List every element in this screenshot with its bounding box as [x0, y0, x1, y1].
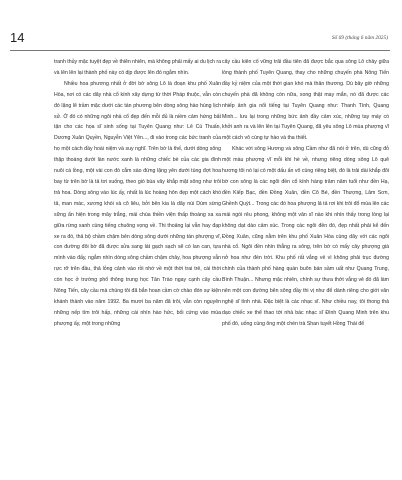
article-column-right [222, 57, 389, 330]
article-column-left [54, 57, 221, 330]
paragraph: Nhiều hoa phương nhất ở đời bờ sông Lô là đoạn khu phố Xuân Hòa, nơi có các dãy nhà cổ kính xây dựng từ thời Pháp thuộc, vẫn còn đó lặng lẽ trầm mặc dưới các tán phương bên dòng sông hào hùng lịch sử. Ở đó có những ngôi nhà cổ đẹp đến mỗi đủ là niềm cảm hứng bất tận cho các họa sĩ sinh sống tại Tuyên Quang như: Lê Cù Thuấn, Dương Xuân Quyền, Nguyễn Việt Yên..., đi vào trong các bức tranh của họ một cách đầy hoài niệm và suy nghĩ. Trên bờ là thế, dưới dòng sông thập thoáng dưới làn nước xanh là những chiếc bè của các gia đình nuôi cá lồng, một vài con đò cắm sào đứng lặng yên dưới tùng đợt hoa bay từ trên bờ là tả tơi xuống, theo gió bùa vây khắp mặt sông như trôi trả hoa. Dòng sông vào lúc ấy, nhất là lúc hoàng hôn đẹp một cách khó tả, man mác, xương khói và cô liêu, bởi bên kia là dãy núi Dùm sừng sững ẩn hiện trong mây trắng, mái chùa thiền viện thấp thoáng xa xa giữa rừng xanh cùng tiếng chuông vọng về. Thi thoảng lại vẫn hay đạp xe ra đó, thả bộ chầm chậm bên dòng sông dưới những tán phượng vĩ, con đường đôi bờ đã được sửa sang lát gạch sạch sẽ có lan can, tựa mình vào đấy, ngắm nhìn dòng sông chầm chậm chảy, hoa phượng vẫn rực rỡ trên đầu, thả lỏng cảnh vào rồi nhớ về một thời trai trẻ, cái thời còn học ở trường phổ thông trung học Tân Trào ngay cạnh cây cầu Nông Tiến, cây cầu mà chúng tôi đã bắn hoan cầm cờ chào đón sự kiện khánh thành vào năm 1992. Ba mươi ba năm đã trôi, vẫn còn nguyên những nếp tìm trôi hấp, những cái nhìn hào hức, bối cứng vào mùa phượng ấy, một trong những [54, 80, 221, 327]
issue-info: Số 69 (tháng 6 năm 2025) [331, 35, 388, 41]
paragraph: cây cầu kiên cố vững trãi đầu tiên đã được bắc qua sông Lô chảy giữa lòng thành phố Tuyên Quang, thay cho những chuyến phà Nông Tiến đầy kỷ niệm của một thời gian khó mà thân thương. Dù bây giờ những chuyến phà đã không còn nữa, xong thật may mắn, nó đã được các nhiếp ảnh gia nổi tiếng tại Tuyên Quang như: Thanh Tình, Quang Minh... lưu lại trong những bức ảnh đầy cảm xúc, những tay máy có khởi anh ra và lên lên tại Tuyên Quang, đã yêu sông Lô mùa phượng vĩ một cách vô cùng tự hào và tha thiết. [222, 59, 389, 142]
paragraph: tranh thủy mặc tuyệt đẹp về thiên nhiên, mà không phải mấy ai du lịch ra và lên lên lại thành phố này có dịp được lên đó ngắm nhìn. [54, 59, 221, 76]
paragraph: Khác với sông Hương và sông Cầm như đã nói ở trên, dù cũng đỏ một màu phượng vĩ mỗi khi hè về, nhưng riêng dòng sông Lô quê hương tôi nó lại có một dấu ấn vô cùng riêng biệt, đó là trải dài khắp đôi bờ con sông là các ngôi đền cổ kính hàng trăm năm tuổi như đền Hạ, đền Kiếp Bạc, đền Đồng Xuân, đền Cô Bé, đền Thượng, Lâm Sơn, Ghềnh Quýt... Trong các đó hoa phượng lả tả rơi khi trôi đổ mùa lên các mái ngói rêu phong, không một văn sĩ nào khi nhìn thấy trong lòng lại không dạt dào cảm xúc. Trong các ngôi đền đó, đẹp nhất phải kể đến Đồng Xuân, cũng nằm trên khu phố Xuân Hòa cùng dãy với các ngôi nhà cổ. Ngôi đền nhìn thẳng ra sông, trên bờ có mấy cây phượng già nở hoa như đèn trời. Khu phố rất vắng vẻ vì không phải trục đường chính của thành phố hàng quán buôn bán sầm uất như Quang Trung, Bình Thuận... Nhưng mặc nhiên, chính sự thưa thớt vắng vẻ đó đã làm nên một con đường bên sông đầy thi vị như để dành riêng cho giới văn nghệ sĩ tình nhà. Đặc biệt là các nhạc sĩ. Như chiều nay, tôi thong thả dạo chiếc xe thể thao tới nhà bác nhạc sĩ Đình Quang Minh trên khu phố đó, uống cùng ông một chén trà Shan tuyết Hồng Thái để [222, 146, 389, 327]
page-number: 14 [10, 30, 25, 45]
header-divider [10, 50, 390, 51]
